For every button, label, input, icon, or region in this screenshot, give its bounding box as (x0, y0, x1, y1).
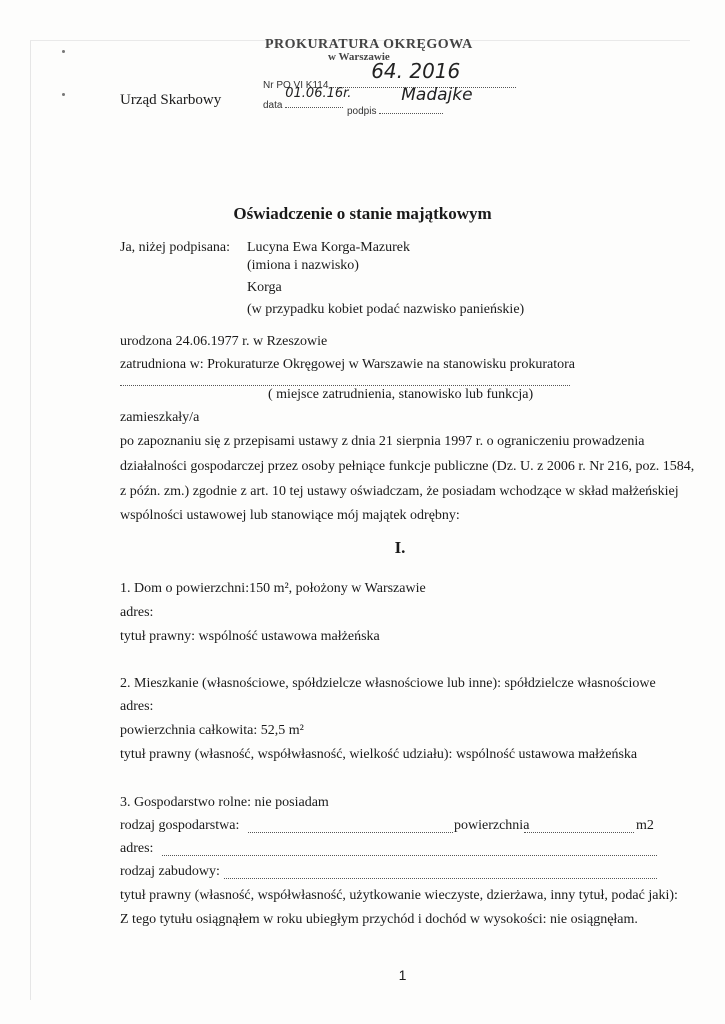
apartment-title: tytuł prawny (własność, współwłasność, wielkość udziału): wspólność ustawowa małżeńska (120, 747, 638, 762)
office-name: Urząd Skarbowy (120, 92, 222, 108)
farm-income: Z tego tytułu osiągnąłem w roku ubiegłym przychód i dochód w wysokości: nie osiągnęłam. (120, 912, 638, 927)
stamp-date-row (263, 86, 352, 111)
stamp-signature-row (347, 85, 473, 117)
residence-label: zamieszkały/a (120, 410, 200, 425)
name-hint: (imiona i nazwisko) (247, 258, 359, 273)
stamp-title: PROKURATURA OKRĘGOWA (265, 37, 473, 52)
stamp-signature: Madajke (401, 85, 473, 105)
farm-line: 3. Gospodarstwo rolne: nie posiadam (120, 795, 329, 810)
birth-info: urodzona 24.06.1977 r. w Rzeszowie (120, 334, 328, 349)
legal-paragraph-line: wspólności ustawowej lub stanowiące mój majątek odrębny: (120, 508, 460, 523)
document-title: Oświadczenie o stanie majątkowym (233, 204, 492, 223)
stamp-date-label: data (263, 100, 283, 111)
farm-address-dotted-line (162, 855, 657, 856)
employment-hint: ( miejsce zatrudnienia, stanowisko lub funkcja) (268, 387, 534, 402)
house-title: tytuł prawny: wspólność ustawowa małżeńska (120, 629, 380, 644)
stamp-subtitle: w Warszawie (328, 51, 390, 63)
legal-paragraph-line: po zapoznaniu się z przepisami ustawy z dnia 21 sierpnia 1997 r. o ograniczeniu prowadzenia (120, 434, 645, 449)
stamp-date-value: 01.06.16r. (285, 86, 352, 101)
intro-label: Ja, niżej podpisana: (120, 240, 231, 255)
farm-area-unit: m2 (636, 818, 654, 833)
farm-type-dotted-line (248, 832, 453, 833)
stamp-nr-value: 64. 2016 (371, 59, 461, 83)
apartment-area: powierzchnia całkowita: 52,5 m² (120, 723, 304, 738)
maiden-hint: (w przypadku kobiet podać nazwisko panieńskie) (247, 302, 525, 317)
declarant-name: Lucyna Ewa Korga-Mazurek (247, 240, 411, 255)
maiden-name: Korga (247, 280, 282, 295)
apartment-address-label: adres: (120, 699, 154, 714)
farm-buildings-dotted-line (224, 878, 657, 879)
farm-area-dotted-line (524, 832, 634, 833)
stamp-date-field (285, 86, 352, 108)
scan-edge (30, 40, 31, 1000)
scan-speck (62, 50, 65, 53)
farm-buildings-label: rodzaj zabudowy: (120, 864, 220, 879)
page-number: 1 (398, 967, 407, 983)
scan-speck (62, 93, 65, 96)
stamp-nr-label: Nr PO VI K114 (263, 80, 329, 91)
section-heading: I. (394, 538, 406, 557)
house-address-label: adres: (120, 605, 154, 620)
legal-paragraph-line: z późn. zm.) zgodnie z art. 10 tej ustawy oświadczam, że posiadam wchodzące w skład małżeńskiej (120, 484, 679, 499)
employment-info: zatrudniona w: Prokuraturze Okręgowej w Warszawie na stanowisku prokuratora (120, 357, 576, 372)
farm-area-label: powierzchnia (454, 818, 530, 833)
house-line: 1. Dom o powierzchni:150 m², położony w Warszawie (120, 581, 426, 596)
farm-address-label: adres: (120, 841, 154, 856)
farm-type-label: rodzaj gospodarstwa: (120, 818, 240, 833)
legal-paragraph-line: działalności gospodarczej przez osoby pełniące funkcje publiczne (Dz. U. z 2006 r. Nr 216, poz. 1584, (120, 459, 695, 474)
employment-dotted-line (120, 385, 570, 386)
farm-title: tytuł prawny (własność, współwłasność, użytkowanie wieczyste, dzierżawa, inny tytuł, podać jaki): (120, 888, 678, 903)
apartment-line: 2. Mieszkanie (własnościowe, spółdzielcze własnościowe lub inne): spółdzielcze własnościowe (120, 676, 656, 691)
stamp-signature-field (379, 85, 473, 114)
stamp-signature-label: podpis (347, 106, 377, 117)
